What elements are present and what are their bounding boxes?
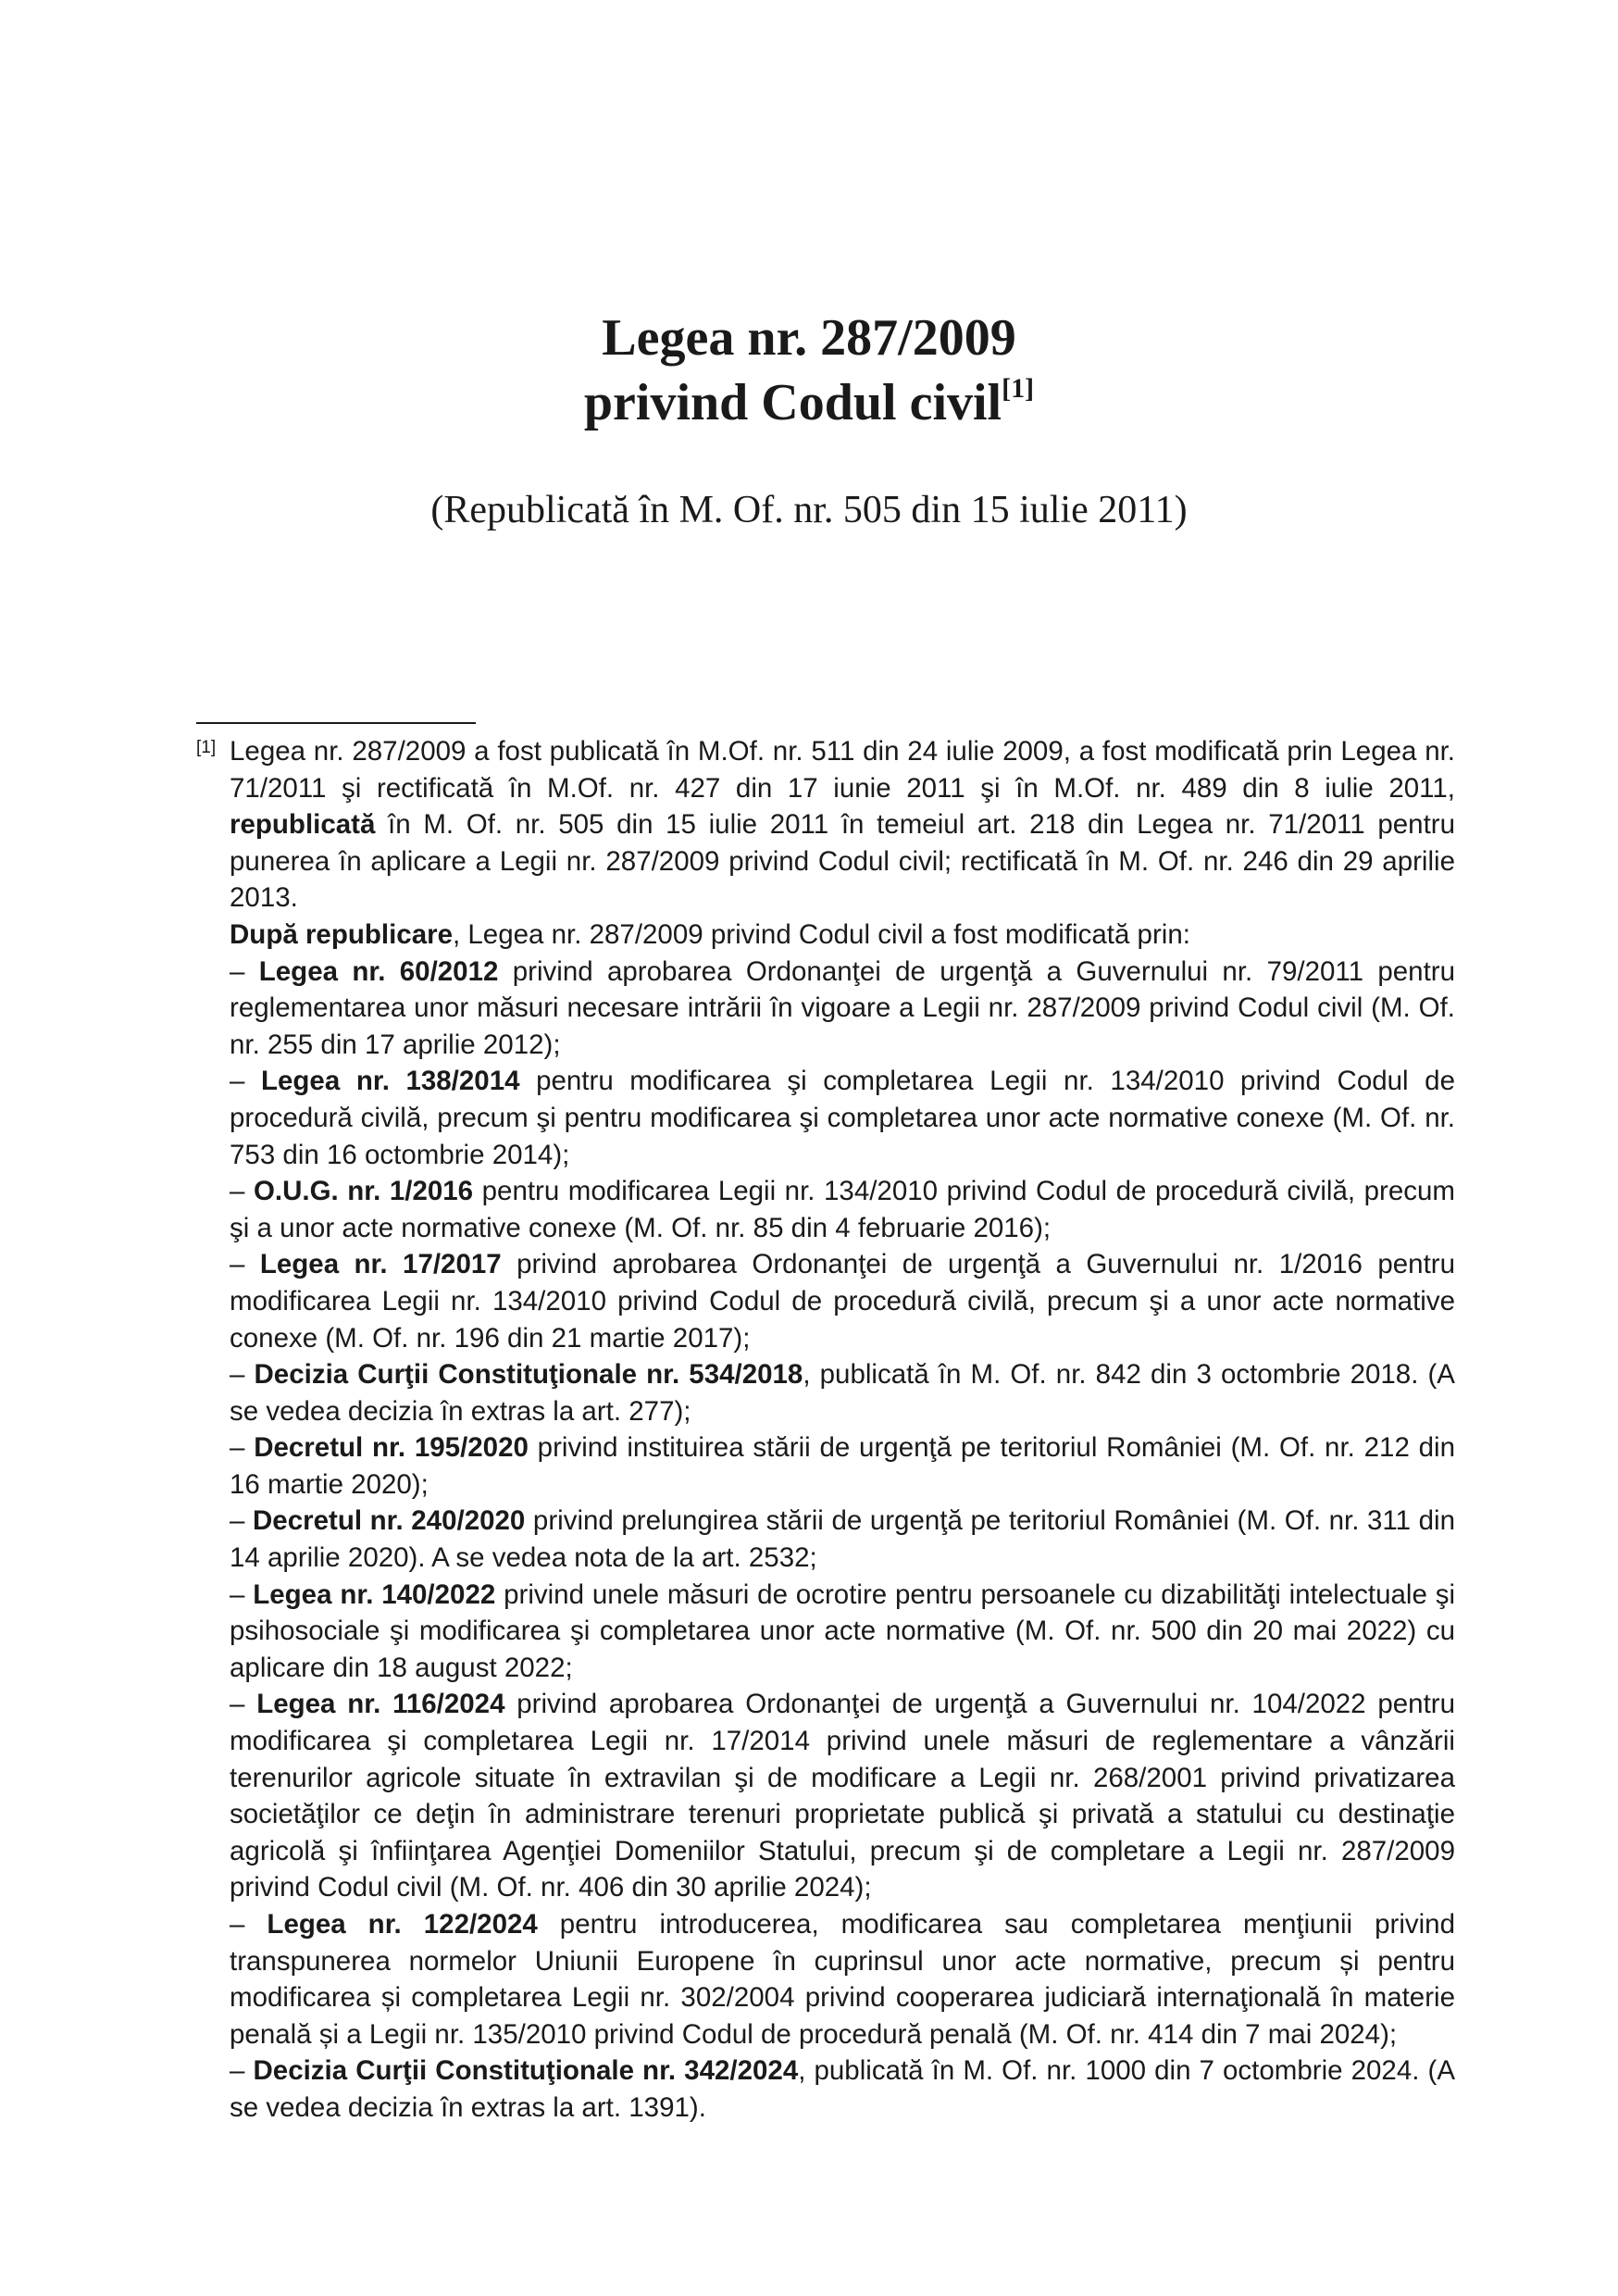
- intro-text-part-2: în M. Of. nr. 505 din 15 iulie 2011 în temeiul art. 218 din Legea nr. 71/2011 pentru punerea în aplicare a Legii nr. 287/2009 privind Codul civil; rectificată în M. Of. nr. 246 din 29 aprilie 2013.: [230, 809, 1455, 914]
- amendment-item: [230, 1906, 1455, 2053]
- republication-note: (Republicată în M. Of. nr. 505 din 15 iulie 2011): [430, 489, 1188, 531]
- amendment-item: [230, 1503, 1455, 1576]
- amendment-act: O.U.G. nr. 1/2016: [253, 1176, 474, 1207]
- amendment-text: privind instituirea stării de urgenţă pe teritoriul României (M. Of. nr. 212 din 16 martie 2020);: [230, 1432, 1456, 1500]
- title-footnote-reference[interactable]: [1]: [1002, 373, 1035, 404]
- amendment-dash: –: [230, 1909, 268, 1940]
- amendment-item: [230, 1173, 1455, 1246]
- amendment-text: privind unele măsuri de ocrotire pentru persoanele cu dizabilităţi intelectuale şi psihosociale şi modificarea şi completarea unor acte normative (M. Of. nr. 500 din 20 mai 2022) cu aplicare din 18 august 2022;: [230, 1578, 1455, 1683]
- amendment-list: [230, 954, 1455, 2127]
- amendment-item: [230, 1429, 1455, 1503]
- amendment-item: [230, 1356, 1455, 1429]
- amendment-dash: –: [230, 1176, 254, 1207]
- amendment-act: Legea nr. 122/2024: [267, 1909, 538, 1940]
- amendment-item: [230, 1246, 1455, 1356]
- amendment-dash: –: [230, 1578, 254, 1610]
- amendment-act: Legea nr. 17/2017: [259, 1249, 502, 1280]
- amendment-item: [230, 954, 1455, 1064]
- amendment-text: pentru modificarea Legii nr. 134/2010 privind Codul de procedură civilă, precum şi a unor acte normative conexe (M. Of. nr. 85 din 4 februarie 2016);: [230, 1176, 1455, 1243]
- intro-text-part-1: Legea nr. 287/2009 a fost publicată în M.Of. nr. 511 din 24 iulie 2009, a fost modificată prin Legea nr. 71/2011 şi rectificată în M.Of. nr. 427 din 17 iunie 2011 şi în M.Of. nr. 489 din 8 iulie 2011,: [230, 736, 1455, 804]
- footnote-amendments-heading: [230, 917, 1455, 954]
- amendment-item: [230, 1063, 1455, 1173]
- footnote: [196, 733, 1455, 2127]
- amendment-dash: –: [230, 1505, 253, 1537]
- document-title-line-2: [0, 370, 1618, 435]
- amendment-act: Decretul nr. 195/2020: [254, 1432, 529, 1464]
- intro-emphasis: republicată: [230, 809, 376, 841]
- amendment-dash: –: [230, 955, 259, 987]
- document-title-line-1: Legea nr. 287/2009: [602, 309, 1016, 367]
- amendment-act: Legea nr. 138/2014: [260, 1066, 520, 1097]
- amendment-act: Decretul nr. 240/2020: [253, 1505, 526, 1537]
- amendments-heading-text: , Legea nr. 287/2009 privind Codul civil a fost modificată prin:: [452, 918, 1190, 950]
- amendment-dash: –: [230, 1249, 260, 1280]
- amendment-act: Legea nr. 140/2022: [253, 1578, 496, 1610]
- amendment-item: [230, 1577, 1455, 1687]
- amendment-text: privind aprobarea Ordonanţei de urgenţă a Guvernului nr. 79/2011 pentru reglementarea unor măsuri necesare intrării în vigoare a Legii nr. 287/2009 privind Codul civil (M. Of. nr. 255 din 17 aprilie 2012);: [230, 955, 1455, 1060]
- amendment-item: [230, 2053, 1455, 2126]
- document-header: [0, 306, 1618, 533]
- amendment-act: Legea nr. 60/2012: [258, 955, 499, 987]
- amendment-act: Decizia Curţii Constituţionale nr. 342/2024: [253, 2055, 799, 2087]
- amendment-dash: –: [230, 1689, 257, 1720]
- amendment-dash: –: [230, 1432, 255, 1464]
- amendment-text: privind prelungirea stării de urgenţă pe teritoriul României (M. Of. nr. 311 din 14 aprilie 2020). A se vedea nota de la art. 2532;: [230, 1505, 1456, 1574]
- footnote-body: [230, 733, 1455, 2127]
- amendment-text: , publicată în M. Of. nr. 1000 din 7 octombrie 2024. (A se vedea decizia în extras la art. 1391).: [230, 2055, 1455, 2123]
- amendment-act: Legea nr. 116/2024: [256, 1689, 505, 1720]
- amendment-text: pentru modificarea şi completarea Legii nr. 134/2010 privind Codul de procedură civilă, precum şi pentru modificarea şi completarea unor acte normative conexe (M. Of. nr. 753 din 16 octombrie 2014);: [230, 1066, 1455, 1170]
- amendments-heading-emphasis: După republicare: [230, 918, 453, 950]
- amendment-dash: –: [230, 1359, 255, 1391]
- amendment-text: pentru introducerea, modificarea sau completarea menţiunii privind transpunerea normelor Uniunii Europene în cuprinsul unor acte normative, precum și pentru modificarea și completarea Legii nr. 302/2004 privind cooperarea judiciară internaţională în materie penală și a Legii nr. 135/2010 privind Codul de procedură penală (M. Of. nr. 414 din 7 mai 2024);: [230, 1909, 1455, 2050]
- amendment-dash: –: [230, 1066, 261, 1097]
- document-title-text: privind Codul civil: [583, 374, 1002, 431]
- amendment-text: , publicată în M. Of. nr. 842 din 3 octombrie 2018. (A se vedea decizia în extras la art. 277);: [230, 1359, 1455, 1427]
- amendment-dash: –: [230, 2055, 254, 2087]
- amendment-text: privind aprobarea Ordonanţei de urgenţă a Guvernului nr. 1/2016 pentru modificarea Legii nr. 134/2010 privind Codul de procedură civilă, precum şi a unor acte normative conexe (M. Of. nr. 196 din 21 martie 2017);: [230, 1249, 1455, 1354]
- footnote-intro: [230, 733, 1455, 917]
- footnote-marker: [1]: [196, 738, 217, 757]
- amendment-act: Decizia Curţii Constituţionale nr. 534/2018: [254, 1359, 803, 1391]
- footnote-separator: [196, 722, 476, 724]
- amendment-item: [230, 1686, 1455, 1906]
- amendment-text: privind aprobarea Ordonanţei de urgenţă a Guvernului nr. 104/2022 pentru modificarea şi completarea Legii nr. 17/2014 privind unele măsuri de reglementare a vânzării terenurilor agricole situate în extravilan şi de modificare a Legii nr. 268/2001 privind privatizarea societăţilor ce deţin în administrare terenuri proprietate publică şi privată a statului cu destinaţie agricolă şi înfiinţarea Agenţiei Domeniilor Statului, precum şi de completare a Legii nr. 287/2009 privind Codul civil (M. Of. nr. 406 din 30 aprilie 2024);: [230, 1689, 1455, 1903]
